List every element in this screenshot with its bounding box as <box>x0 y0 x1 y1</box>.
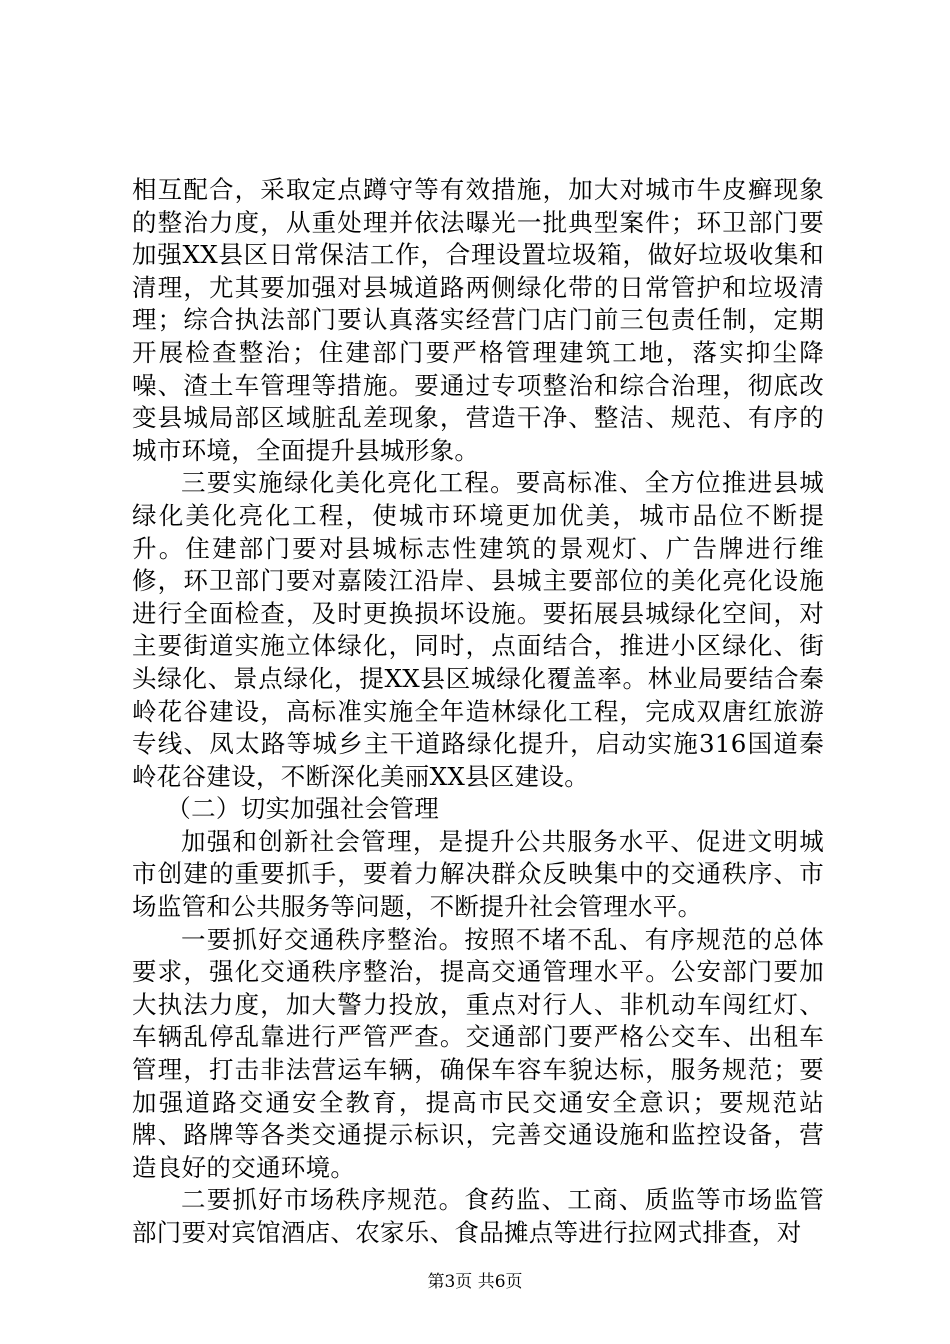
paragraph-continuation: 相互配合，采取定点蹲守等有效措施，加大对城市牛皮癣现象的整治力度，从重处理并依法曝光一批典型案件；环卫部门要加强XX县区日常保洁工作，合理设置垃圾箱，做好垃圾收集和清理，尤其要加强对县城道路两侧绿化带的日常管护和垃圾清理；综合执法部门要认真落实经营门店门前三包责任制，定期开展检查整治；住建部门要严格管理建筑工地，落实抑尘降噪、渣土车管理等措施。要通过专项整治和综合治理，彻底改变县城局部区域脏乱差现象，营造干净、整洁、规范、有序的城市环境，全面提升县城形象。 <box>132 175 824 465</box>
paragraph-social-management-intro: 加强和创新社会管理，是提升公共服务水平、促进文明城市创建的重要抓手，要着力解决群众反映集中的交通秩序、市场监管和公共服务等问题，不断提升社会管理水平。 <box>132 826 824 922</box>
paragraph-market-order: 二要抓好市场秩序规范。食药监、工商、质监等市场监管部门要对宾馆酒店、农家乐、食品摊点等进行拉网式排查，对 <box>132 1185 824 1247</box>
page-number-footer: 第3页 共6页 <box>427 1272 523 1292</box>
document-body <box>132 174 824 1250</box>
paragraph-greening-project: 三要实施绿化美化亮化工程。要高标准、全方位推进县城绿化美化亮化工程，使城市环境更加优美，城市品位不断提升。住建部门要对县城标志性建筑的景观灯、广告牌进行维修，环卫部门要对嘉陵江沿岸、县城主要部位的美化亮化设施进行全面检查，及时更换损坏设施。要拓展县城绿化空间，对主要街道实施立体绿化，同时，点面结合，推进小区绿化、街头绿化、景点绿化，提XX县区城绿化覆盖率。林业局要结合秦岭花谷建设，高标准实施全年造林绿化工程，完成双唐红旅游专线、凤太路等城乡主干道路绿化提升，启动实施316国道秦岭花谷建设，不断深化美丽XX县区建设。 <box>132 468 824 791</box>
paragraph-traffic-order: 一要抓好交通秩序整治。按照不堵不乱、有序规范的总体要求，强化交通秩序整治，提高交通管理水平。公安部门要加大执法力度，加大警力投放，重点对行人、非机动车闯红灯、车辆乱停乱靠进行严管严查。交通部门要严格公交车、出租车管理，打击非法营运车辆，确保车容车貌达标，服务规范；要加强道路交通安全教育，提高市民交通安全意识；要规范站牌、路牌等各类交通提示标识，完善交通设施和监控设备，营造良好的交通环境。 <box>132 924 824 1182</box>
section-heading-social-management: （二）切实加强社会管理 <box>166 794 440 824</box>
